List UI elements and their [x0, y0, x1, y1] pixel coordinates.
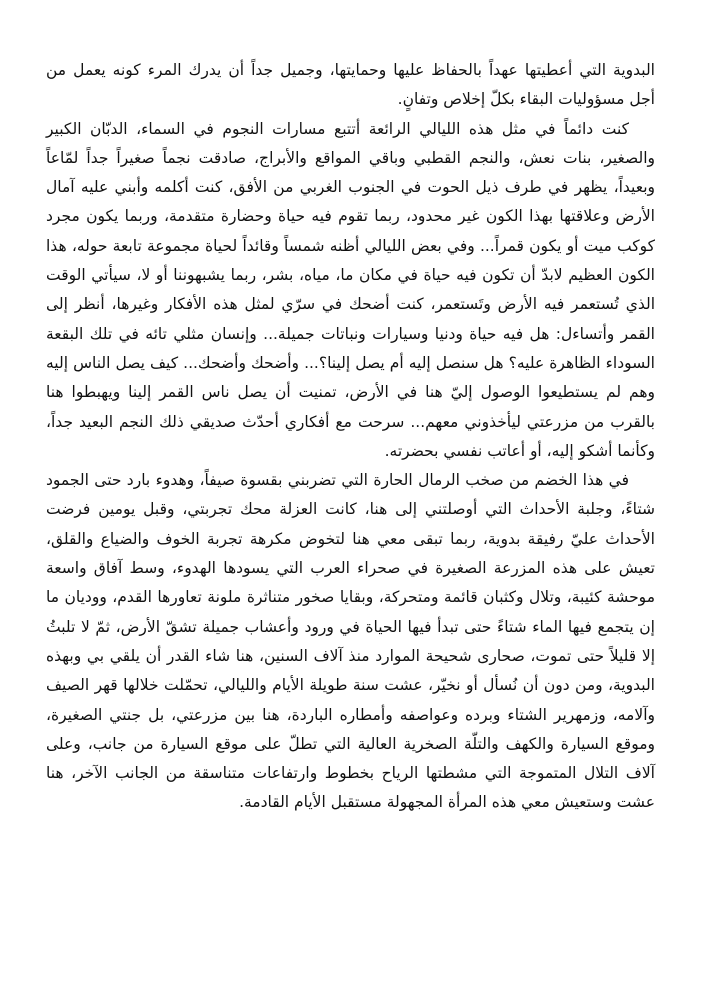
paragraph-3: في هذا الخضم من صخب الرمال الحارة التي تضربني بقسوة صيفاً، وهدوء بارد حتى الجمود شتاءً، وجلبة الأحداث التي أوصلتني إلى هنا، كانت العزلة محك تجربتي، وقبل يومين فرضت الأحداث عليّ رفيقة بدوية، ربما تبقى معي هنا لتخوض مكرهة تجربة الخوف والضياع والقلق، تعيش على هذه المزرعة الصغيرة في صحراء العرب التي يسودها الهدوء، وسط آفاق واسعة موحشة كئيبة، وتلال وكثبان قائمة ومتحركة، وبقايا صخور متناثرة ملونة تعاورها القدم، ووديان ما إن يتجمع فيها الماء شتاءً حتى تبدأ فيها الحياة في ورود وأعشاب جميلة تشقّ الأرض، ثمّ لا تلبثُ إلا قليلاً حتى تموت، صحارى شحيحة الموارد منذ آلاف السنين، هنا شاء القدر أن يلقي بي وبهذه البدوية، ومن دون أن نُسأل أو نخيّر، عشت سنة طويلة الأيام والليالي، تحمّلت خلالها قهر الصيف وآلامه، وزمهرير الشتاء وبرده وعواصفه وأمطاره الباردة، هنا بين مزرعتي، بل جنتي الصغيرة، وموقع السيارة والكهف والتلّة الصخرية العالية التي تطلّ على موقع السيارة من جانب، وعلى آلاف التلال المتموجة التي مشطتها الرياح بخطوط وارتفاعات متناسقة من الجانب الآخر، هنا عشت وستعيش معي هذه المرأة المجهولة مستقبل الأيام القادمة. — [46, 471, 655, 812]
paragraph-1: البدوية التي أعطيتها عهداً بالحفاظ عليها وحمايتها، وجميل جداً أن يدرك المرء كونه يعمل من أجل مسؤوليات البقاء بكلّ إخلاص وتفانٍ. — [46, 61, 655, 109]
paragraph-2: كنت دائماً في مثل هذه الليالي الرائعة أتتبع مسارات النجوم في السماء، الدبّان الكبير والصغير، بنات نعش، والنجم القطبي وباقي المواقع والأبراج، صادقت نجماً صغيراً جداً لمّاعاً وبعيداً، يظهر في طرف ذيل الحوت في الجنوب الغربي من الأفق، كنت أكلمه وأبني عليه آمال الأرض وعلاقتها بهذا الكون غير محدود، ربما تقوم فيه حياة وحضارة متقدمة، وربما يكون مجرد كوكب ميت أو يكون قمراً... وفي بعض الليالي أظنه شمساً وقائداً لحياة مجموعة تابعة حوله، هذا الكون العظيم لابدّ أن تكون فيه حياة في مكان ما، مياه، بشر، ربما يشبهوننا أو لا، سيأتي الوقت الذي تُستعمر فيه الأرض وتَستعمر، كنت أضحك في سرّي لمثل هذه الأفكار وغيرها، أنظر إلى القمر وأتساءل: هل فيه حياة ودنيا وسيارات ونباتات جميلة... وإنسان مثلي تائه في تلك البقعة السوداء الظاهرة عليه؟ هل سنصل إليه أم يصل إلينا؟... وأضحك وأضحك... كيف يصل الناس إليه وهم لم يستطيعوا الوصول إليّ هنا في الأرض، تمنيت أن يصل ناس القمر إلينا ويهبطوا هنا بالقرب من مزرعتي ليأخذوني معهم... سرحت مع أفكاري أحدّث صديقي ذلك النجم البعيد جداً، وكأنما أشكو إليه، أو أعاتب نفسي بحضرته. — [46, 119, 655, 460]
